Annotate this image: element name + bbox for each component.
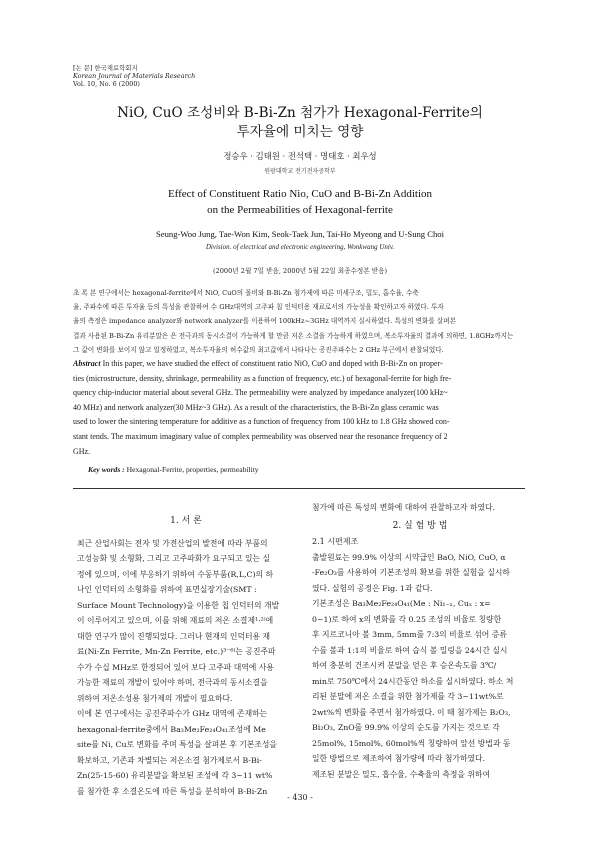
body-line: 확보하고, 기존과 차별되는 저온소결 첨가제로서 B-Bi- [77,755,262,765]
affiliation-english: Division. of electrical and electronic engineering, Wonkwang Univ. [205,243,395,251]
body-line: 료(Ni-Zn Ferrite, Mn-Zn Ferrite, etc.)³⁻⁶⁾는 공진주파 [77,647,276,656]
body-line: 제조된 분말은 밀도, 흡수율, 수축율의 측정을 위하여 [312,769,490,779]
journal-volume: Vol. 10, No. 6 (2000) [73,80,140,88]
body-line: 리된 분말에 저온 소결을 위한 첨가제를 각 3~11wt%로 [312,692,504,701]
spacer [77,500,295,514]
abstract-korean-line: 그 값이 변화를 보이지 않고 일정하였고, 복소투자율의 허수값의 최고값에서 나타나는 공진주파수는 2 GHz 부근에서 관찰되었다. [73,345,444,354]
keywords [88,465,259,474]
title-korean [60,104,540,142]
abstract-label: Abstract [73,359,101,368]
journal-header [73,64,195,88]
body-line: 후 지르코니아 볼 3mm, 5mm를 7:3의 비율로 섞어 증류 [312,630,507,639]
body-line: hexagonal-ferrite중에서 Ba₃Me₂Fe₂₄O₄₁조성에 Me [77,724,266,734]
received-dates: (2000년 2월 7일 받음, 2000년 5월 22일 최종수정본 받음) [212,267,388,275]
page-number: - 430 - [287,793,313,802]
section-heading-introduction: 1. 서 론 [170,516,202,526]
section-divider [73,488,525,489]
abstract-korean-line: 결과 사용된 B-Bi-Zn 유리분말은 은 전극과의 동시소결이 가능하게 할 만큼 저온 소결을 가능하게 하였으며, 복소투자율의 결과에 의하면, 1.8GHz까지는 [73,331,514,340]
body-line: 25mol%, 15mol%, 60mol%씩 칭량하여 앞선 방법과 동 [312,738,511,748]
journal-name-en: Korean Journal of Materials Research [73,72,196,80]
body-line: 최근 산업사회는 전자 및 가전산업의 발전에 따라 부품의 [77,538,268,548]
abstract-english-line: stant tends. The maximum imaginary value of complex permeability was observed near the resonance frequency of 2 [73,431,448,441]
abstract-korean [73,286,525,357]
title-korean-line: 투자율에 미치는 영향 [236,124,364,140]
abstract-english-line: used to lower the sintering temperature for additive as a function of frequency from 100 kHz to 1.8 GHz showed con- [73,417,450,427]
title-english-line: Effect of Constituent Ratio Nio, CuO and B-Bi-Zn Addition [167,188,433,200]
body-line: 수를 볼과 1:1의 비율로 하여 습식 볼 밀링을 24시간 실시 [312,645,508,655]
body-line: site를 Ni, Cu로 변화를 주며 특성을 살펴본 후 기본조성을 [77,740,277,749]
body-line: 출발원료는 99.9% 이상의 시약급인 BaO, NiO, CuO, α [312,552,506,562]
abstract-korean-line: 율, 주파수에 따른 투자율 등의 특성을 관찰하여 수 GHz대역의 고주파 칩 인덕터용 재료로서의 가능성을 확인하고자 하였다. 투자 [73,303,444,312]
body-line: 첨가에 따른 특성의 변화에 대하여 관찰하고자 하였다. [312,503,496,512]
title-english [60,186,540,218]
affiliation-korean: 원광대학교 전기전자공학부 [264,168,336,175]
body-line: 일한 방법으로 제조하여 첨가량에 따라 첨가하였다. [312,754,486,763]
body-line: 2wt%씩 변화를 주면서 첨가하였다. 이 때 첨가제는 B₂O₃, [312,707,511,717]
body-line: Surface Mount Technology)을 이용한 칩 인덕터의 개발 [77,600,280,610]
left-column [77,500,295,799]
authors-english: Seung-Woo Jung, Tae-Won Kim, Seok-Taek Jun, Tai-Ho Myeong and U-Sung Choi [156,229,444,239]
abstract-english-text: In this paper, we have studied the effect of constituent ratio NiO, CuO and doped with B-Bi-Zn on proper- [100,359,443,368]
body-line: Zn(25-15-60) 유리분말을 확보된 조성에 각 3~11 wt% [77,771,273,780]
authors-korean: 정승우 · 김태원 · 전석택 · 명태호 · 최우성 [223,151,377,161]
abstract-english [73,357,525,459]
body-line: 하여 충분히 건조시켜 분말을 얻은 후 승온속도를 3℃/ [312,661,497,670]
body-line: 기본조성은 Ba₃Me₂Fe₂₄O₄₁(Me : Ni₁₋ₓ, Cuₓ : x= [312,599,491,608]
body-line: 위하여 저온소성용 첨가제의 개발이 필요하다. [77,693,233,703]
title-english-line: on the Permeabilities of Hexagonal-ferrite [207,204,393,216]
abstract-english-line: quency chip-inductor material about several GHz. The permeability were analyzed by impedance analyzer(100 kHz~ [73,388,448,398]
abstract-english-line: ties (microstructure, density, shrinkage, permeability as a function of frequency, etc.) of hexagonal-ferrite for high fre- [73,373,452,383]
body-line: 이 이루어지고 있으며, 이를 위해 재료의 저온 소결제¹·²⁾에 [77,616,274,625]
keywords-text: Hexagonal-Ferrite, properties, permeability [124,465,259,474]
body-line: 이에 본 연구에서는 공진주파수가 GHz 대역에 존재하는 [77,709,268,718]
abstract-english-line [73,357,525,372]
body-line: 가능한 재료의 개발이 있어야 하며, 전극과의 동시소결을 [77,678,268,687]
body-line: min로 750℃에서 24시간동안 하소를 실시하였다. 하소 처 [312,676,514,686]
keywords-label: Key words : [88,465,125,474]
abstract-korean-line: 율의 측정은 impedance analyzer와 network analyzer를 이용하여 100kHz~3GHz 대역까지 실시하였다. 특성의 변화를 살펴본 [73,317,456,326]
body-line: Bi₂O₃, ZnO를 99.9% 이상의 순도를 가지는 것으로 각 [312,723,500,732]
body-line: 나인 인덕터의 소형화를 위하여 표면실장기술(SMT : [77,585,257,594]
abstract-korean-line: 초 록 본 연구에서는 hexagonal-ferrite에서 NiO, CuO의 몰비와 B-Bi-Zn 첨가제에 따른 미세구조, 밀도, 흡수율, 수축 [73,289,419,297]
body-line: 였다. 실험의 공정은 Fig. 1과 같다. [312,583,433,593]
body-line: 고성능화 및 소형화, 그리고 고주파화가 요구되고 있는 실 [77,554,271,563]
body-line: 정에 있으며, 이에 부응하기 위하여 수동부품(R,L,C)의 하 [77,569,274,579]
body-line: 를 첨가한 후 소결온도에 따른 특성을 분석하여 B-Bi-Zn [77,786,268,796]
body-line: 0~1)로 하여 x의 변화를 각 0.25 조성의 비율로 칭량한 [312,614,502,624]
body-line: -Fe₂O₃를 사용하여 기본조성의 확보를 위한 실험을 실시하 [312,568,510,577]
body-line: 수가 수십 MHz로 한정되어 있어 보다 고주파 대역에 사용 [77,662,274,672]
journal-label: [논 문] 한국재료학회지 [73,64,138,72]
subsection-heading: 2.1 시편제조 [312,537,359,546]
body-line: 대한 연구가 많이 진행되었다. 그러나 현재의 인덕터용 재 [77,631,271,641]
title-korean-line: NiO, CuO 조성비와 B-Bi-Zn 첨가가 Hexagonal-Ferrite의 [117,105,483,121]
abstract-english-line: 40 MHz) and network analyzer(30 MHz~3 GHz). As a result of the characteristics, the B-Bi-Zn glass ceramic was [73,402,439,412]
abstract-english-line: GHz. [73,446,91,456]
right-column [312,500,528,782]
section-heading-methods: 2. 실 험 방 법 [392,520,448,531]
